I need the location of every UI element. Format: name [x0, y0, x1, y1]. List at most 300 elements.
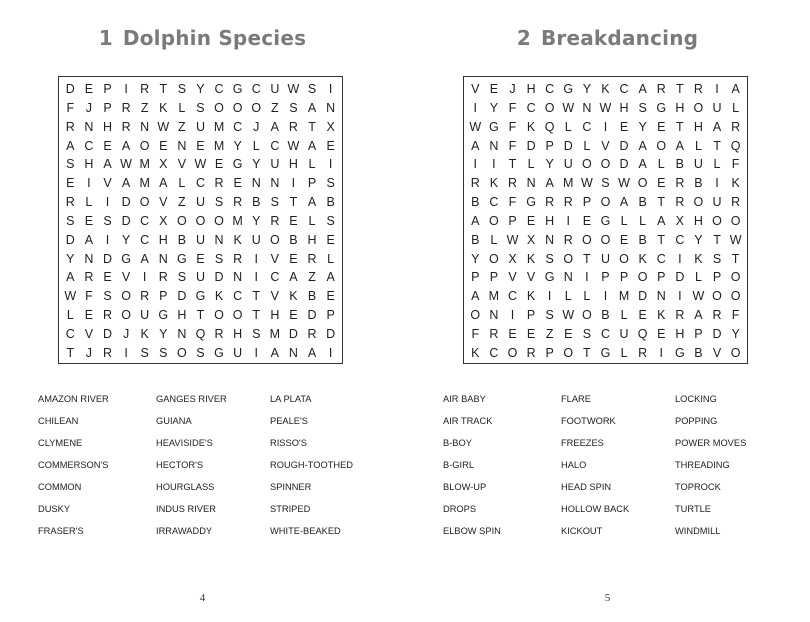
grid-cell[interactable]: Y [582, 82, 592, 96]
grid-cell[interactable]: I [291, 176, 296, 191]
grid-cell[interactable]: S [214, 195, 224, 210]
grid-cell[interactable]: X [159, 157, 168, 172]
grid-cell[interactable]: L [583, 138, 591, 153]
grid-cell[interactable]: P [159, 289, 168, 304]
grid-cell[interactable]: K [638, 251, 647, 266]
grid-cell[interactable]: B [307, 289, 317, 304]
grid-cell[interactable]: H [693, 213, 703, 228]
grid-cell[interactable]: L [252, 138, 260, 153]
grid-cell[interactable]: O [507, 345, 518, 360]
grid-cell[interactable]: F [731, 308, 740, 323]
grid-cell[interactable]: Z [271, 100, 279, 115]
grid-cell[interactable]: G [656, 100, 667, 115]
grid-cell[interactable]: P [526, 308, 536, 323]
grid-cell[interactable]: B [326, 195, 335, 210]
grid-cell[interactable]: R [121, 100, 131, 115]
grid-cell[interactable]: L [620, 345, 628, 360]
grid-cell[interactable]: A [619, 195, 629, 210]
grid-cell[interactable]: W [506, 232, 519, 247]
grid-cell[interactable]: G [158, 308, 169, 323]
grid-cell[interactable]: X [326, 119, 335, 134]
grid-cell[interactable]: Y [545, 157, 554, 172]
grid-cell[interactable]: D [65, 232, 75, 247]
grid-cell[interactable]: O [470, 308, 481, 323]
grid-cell[interactable]: E [657, 119, 666, 134]
grid-cell[interactable]: T [676, 82, 684, 96]
grid-cell[interactable]: F [508, 119, 517, 134]
grid-cell[interactable]: S [270, 195, 279, 210]
grid-cell[interactable]: D [563, 138, 573, 153]
grid-cell[interactable]: E [657, 176, 666, 191]
grid-cell[interactable]: Q [195, 326, 206, 341]
grid-cell[interactable]: T [583, 345, 591, 360]
grid-cell[interactable]: R [214, 176, 224, 191]
grid-cell[interactable]: O [121, 289, 131, 304]
grid-cell[interactable]: N [84, 251, 94, 266]
grid-cell[interactable]: U [195, 195, 205, 210]
grid-cell[interactable]: N [177, 138, 187, 153]
grid-cell[interactable]: C [65, 326, 75, 341]
grid-cell[interactable]: R [470, 176, 480, 191]
grid-cell[interactable]: I [328, 157, 333, 172]
grid-cell[interactable]: I [678, 289, 682, 304]
grid-cell[interactable]: L [620, 213, 628, 228]
grid-cell[interactable]: H [619, 100, 629, 115]
grid-cell[interactable]: E [326, 138, 335, 153]
grid-cell[interactable]: H [307, 232, 317, 247]
grid-cell[interactable]: R [675, 195, 685, 210]
grid-cell[interactable]: P [545, 138, 554, 153]
grid-cell[interactable]: O [214, 213, 224, 228]
grid-cell[interactable]: T [731, 251, 740, 266]
grid-cell[interactable]: B [471, 232, 480, 247]
grid-cell[interactable]: A [103, 157, 112, 172]
grid-cell[interactable]: P [326, 308, 335, 323]
grid-cell[interactable]: P [601, 270, 610, 285]
grid-cell[interactable]: C [195, 176, 205, 191]
grid-cell[interactable]: W [580, 176, 593, 191]
grid-cell[interactable]: W [599, 100, 612, 115]
grid-cell[interactable]: C [545, 82, 555, 96]
grid-cell[interactable]: Z [178, 119, 186, 134]
grid-cell[interactable]: Y [196, 82, 205, 96]
grid-cell[interactable]: E [289, 213, 298, 228]
grid-cell[interactable]: E [326, 232, 335, 247]
grid-cell[interactable]: K [657, 308, 666, 323]
grid-cell[interactable]: O [637, 176, 648, 191]
grid-cell[interactable]: M [213, 138, 225, 153]
grid-cell[interactable]: L [639, 213, 647, 228]
grid-cell[interactable]: Y [252, 157, 261, 172]
grid-cell[interactable]: R [307, 251, 317, 266]
grid-cell[interactable]: A [270, 345, 279, 360]
grid-cell[interactable]: A [159, 176, 168, 191]
grid-cell[interactable]: B [638, 195, 647, 210]
grid-cell[interactable]: T [159, 82, 168, 96]
grid-cell[interactable]: A [638, 157, 647, 172]
grid-cell[interactable]: O [600, 195, 611, 210]
grid-cell[interactable]: O [730, 289, 741, 304]
grid-cell[interactable]: N [326, 100, 336, 115]
grid-cell[interactable]: B [471, 195, 480, 210]
grid-cell[interactable]: D [65, 82, 75, 96]
grid-cell[interactable]: L [713, 157, 721, 172]
grid-cell[interactable]: D [675, 270, 685, 285]
grid-cell[interactable]: S [196, 345, 205, 360]
grid-cell[interactable]: M [213, 119, 225, 134]
grid-cell[interactable]: K [289, 289, 298, 304]
grid-cell[interactable]: P [712, 270, 722, 285]
grid-cell[interactable]: T [289, 195, 298, 210]
grid-cell[interactable]: E [508, 326, 517, 341]
grid-cell[interactable]: E [103, 270, 112, 285]
grid-cell[interactable]: N [84, 119, 94, 134]
grid-cell[interactable]: N [288, 345, 298, 360]
grid-cell[interactable]: K [731, 176, 740, 191]
grid-cell[interactable]: E [657, 326, 666, 341]
grid-cell[interactable]: S [214, 251, 224, 266]
grid-cell[interactable]: Y [159, 326, 168, 341]
grid-cell[interactable]: T [713, 232, 721, 247]
grid-cell[interactable]: V [712, 345, 722, 360]
grid-cell[interactable]: U [195, 270, 205, 285]
grid-cell[interactable]: L [564, 289, 572, 304]
grid-cell[interactable]: O [214, 100, 224, 115]
grid-cell[interactable]: V [270, 289, 279, 304]
grid-cell[interactable]: N [158, 251, 168, 266]
grid-cell[interactable]: W [64, 289, 77, 304]
grid-cell[interactable]: N [214, 232, 224, 247]
grid-cell[interactable]: M [563, 176, 574, 191]
grid-cell[interactable]: D [712, 326, 722, 341]
grid-cell[interactable]: C [140, 232, 150, 247]
grid-cell[interactable]: C [251, 82, 261, 96]
grid-cell[interactable]: H [675, 326, 685, 341]
grid-cell[interactable]: A [675, 138, 684, 153]
grid-cell[interactable]: N [582, 100, 592, 115]
grid-cell[interactable]: E [489, 82, 499, 96]
grid-cell[interactable]: A [471, 213, 480, 228]
grid-cell[interactable]: D [102, 326, 112, 341]
grid-cell[interactable]: B [694, 345, 703, 360]
grid-cell[interactable]: O [581, 157, 592, 172]
grid-cell[interactable]: L [694, 138, 702, 153]
grid-cell[interactable]: U [251, 232, 261, 247]
grid-cell[interactable]: O [619, 251, 629, 266]
grid-cell[interactable]: P [582, 195, 592, 210]
grid-cell[interactable]: N [656, 289, 666, 304]
grid-cell[interactable]: O [563, 345, 574, 360]
grid-cell[interactable]: B [675, 157, 684, 172]
grid-cell[interactable]: G [526, 195, 536, 210]
grid-cell[interactable]: O [251, 100, 262, 115]
grid-cell[interactable]: S [252, 326, 261, 341]
grid-cell[interactable]: Z [308, 270, 316, 285]
grid-cell[interactable]: E [638, 308, 647, 323]
grid-cell[interactable]: K [526, 289, 536, 304]
grid-cell[interactable]: O [176, 345, 187, 360]
grid-cell[interactable]: G [600, 213, 611, 228]
grid-cell[interactable]: I [473, 157, 478, 172]
grid-cell[interactable]: L [66, 308, 74, 323]
grid-cell[interactable]: L [732, 100, 740, 115]
grid-cell[interactable]: E [233, 176, 242, 191]
grid-cell[interactable]: E [526, 326, 536, 341]
grid-cell[interactable]: J [253, 119, 260, 134]
grid-cell[interactable]: S [712, 251, 722, 266]
grid-cell[interactable]: M [269, 326, 281, 341]
grid-cell[interactable]: O [214, 308, 224, 323]
grid-cell[interactable]: G [214, 345, 224, 360]
grid-cell[interactable]: M [618, 289, 630, 304]
grid-cell[interactable]: R [712, 308, 722, 323]
grid-cell[interactable]: W [157, 119, 170, 134]
grid-cell[interactable]: P [694, 326, 703, 341]
grid-cell[interactable]: K [214, 289, 224, 304]
grid-cell[interactable]: D [288, 326, 298, 341]
grid-cell[interactable]: U [270, 157, 280, 172]
grid-cell[interactable]: W [729, 232, 742, 247]
grid-cell[interactable]: N [177, 326, 187, 341]
grid-cell[interactable]: R [563, 195, 573, 210]
grid-cell[interactable]: R [675, 308, 685, 323]
grid-cell[interactable]: Y [252, 213, 261, 228]
grid-cell[interactable]: U [712, 100, 722, 115]
grid-cell[interactable]: G [544, 270, 555, 285]
grid-cell[interactable]: O [232, 308, 243, 323]
grid-cell[interactable]: X [159, 213, 168, 228]
grid-cell[interactable]: L [308, 157, 316, 172]
grid-cell[interactable]: R [233, 195, 243, 210]
grid-cell[interactable]: R [288, 119, 298, 134]
grid-cell[interactable]: O [269, 232, 280, 247]
grid-cell[interactable]: I [473, 100, 478, 115]
grid-cell[interactable]: O [176, 213, 187, 228]
grid-cell[interactable]: B [289, 232, 298, 247]
grid-cell[interactable]: V [159, 195, 168, 210]
grid-cell[interactable]: I [678, 251, 682, 266]
grid-cell[interactable]: N [251, 176, 261, 191]
grid-cell[interactable]: N [140, 119, 150, 134]
grid-cell[interactable]: J [509, 82, 516, 96]
grid-cell[interactable]: M [139, 157, 150, 172]
grid-cell[interactable]: H [102, 119, 112, 134]
grid-cell[interactable]: S [177, 82, 187, 96]
grid-cell[interactable]: N [233, 270, 243, 285]
grid-cell[interactable]: S [159, 345, 168, 360]
grid-cell[interactable]: D [638, 289, 648, 304]
grid-cell[interactable]: A [66, 138, 75, 153]
grid-cell[interactable]: H [675, 100, 685, 115]
grid-cell[interactable]: C [233, 119, 243, 134]
grid-cell[interactable]: V [526, 270, 536, 285]
grid-cell[interactable]: U [600, 251, 610, 266]
grid-cell[interactable]: D [121, 195, 131, 210]
grid-cell[interactable]: A [712, 119, 722, 134]
grid-cell[interactable]: I [659, 345, 663, 360]
grid-cell[interactable]: K [140, 326, 149, 341]
grid-cell[interactable]: F [508, 138, 517, 153]
grid-cell[interactable]: S [140, 345, 149, 360]
grid-cell[interactable]: D [121, 213, 131, 228]
grid-cell[interactable]: A [471, 138, 480, 153]
grid-cell[interactable]: E [214, 157, 224, 172]
grid-cell[interactable]: N [489, 138, 499, 153]
grid-cell[interactable]: K [159, 100, 168, 115]
grid-cell[interactable]: L [620, 308, 628, 323]
grid-cell[interactable]: P [619, 270, 629, 285]
grid-cell[interactable]: U [563, 157, 573, 172]
grid-cell[interactable]: E [84, 308, 94, 323]
grid-cell[interactable]: E [619, 232, 629, 247]
grid-cell[interactable]: A [638, 82, 647, 96]
grid-cell[interactable]: A [694, 308, 703, 323]
grid-cell[interactable]: S [638, 100, 647, 115]
grid-cell[interactable]: J [85, 100, 93, 115]
grid-cell[interactable]: U [195, 232, 205, 247]
grid-cell[interactable]: U [233, 345, 243, 360]
grid-cell[interactable]: S [545, 251, 554, 266]
grid-cell[interactable]: H [288, 157, 298, 172]
grid-cell[interactable]: E [289, 251, 298, 266]
grid-cell[interactable]: T [308, 119, 316, 134]
grid-cell[interactable]: R [638, 345, 648, 360]
grid-cell[interactable]: U [693, 157, 703, 172]
grid-cell[interactable]: P [545, 345, 554, 360]
grid-cell[interactable]: W [562, 100, 575, 115]
grid-cell[interactable]: J [122, 326, 130, 341]
grid-cell[interactable]: S [103, 289, 112, 304]
grid-cell[interactable]: O [730, 213, 741, 228]
grid-cell[interactable]: P [489, 270, 499, 285]
grid-cell[interactable]: E [564, 326, 573, 341]
grid-cell[interactable]: Z [140, 100, 149, 115]
grid-cell[interactable]: M [139, 176, 150, 191]
grid-cell[interactable]: U [270, 82, 280, 96]
grid-cell[interactable]: R [65, 195, 75, 210]
grid-cell[interactable]: M [232, 213, 243, 228]
grid-cell[interactable]: E [103, 138, 112, 153]
grid-cell[interactable]: C [582, 119, 592, 134]
grid-cell[interactable]: C [270, 270, 280, 285]
grid-cell[interactable]: E [582, 213, 592, 228]
grid-cell[interactable]: K [526, 119, 536, 134]
grid-cell[interactable]: T [657, 232, 666, 247]
grid-cell[interactable]: S [66, 213, 75, 228]
grid-cell[interactable]: I [124, 82, 128, 96]
grid-cell[interactable]: I [105, 195, 110, 210]
grid-cell[interactable]: A [307, 100, 317, 115]
grid-cell[interactable]: O [712, 289, 722, 304]
grid-cell[interactable]: N [526, 176, 536, 191]
grid-cell[interactable]: B [694, 176, 703, 191]
grid-cell[interactable]: L [327, 251, 335, 266]
grid-cell[interactable]: C [675, 232, 685, 247]
grid-cell[interactable]: I [142, 270, 147, 285]
grid-cell[interactable]: C [526, 100, 536, 115]
grid-cell[interactable]: D [619, 157, 629, 172]
grid-cell[interactable]: G [563, 82, 574, 96]
grid-cell[interactable]: I [603, 119, 608, 134]
grid-cell[interactable]: W [194, 157, 207, 172]
grid-cell[interactable]: O [232, 100, 243, 115]
grid-cell[interactable]: H [545, 213, 555, 228]
grid-cell[interactable]: S [582, 326, 592, 341]
grid-cell[interactable]: A [121, 138, 131, 153]
grid-cell[interactable]: I [254, 345, 258, 360]
grid-cell[interactable]: R [307, 326, 317, 341]
grid-cell[interactable]: R [507, 176, 517, 191]
grid-cell[interactable]: E [196, 138, 205, 153]
grid-cell[interactable]: S [103, 213, 112, 228]
grid-cell[interactable]: T [583, 251, 591, 266]
grid-cell[interactable]: Y [638, 119, 647, 134]
grid-cell[interactable]: R [731, 195, 741, 210]
grid-cell[interactable]: A [307, 195, 317, 210]
grid-cell[interactable]: C [214, 82, 224, 96]
grid-cell[interactable]: H [270, 308, 280, 323]
grid-cell[interactable]: L [490, 232, 498, 247]
grid-cell[interactable]: H [526, 82, 536, 96]
grid-cell[interactable]: I [510, 308, 515, 323]
grid-cell[interactable]: O [195, 213, 206, 228]
grid-cell[interactable]: R [270, 213, 280, 228]
grid-cell[interactable]: W [120, 157, 132, 172]
grid-cell[interactable]: V [177, 157, 187, 172]
grid-cell[interactable]: R [693, 82, 703, 96]
grid-cell[interactable]: O [656, 138, 667, 153]
grid-cell[interactable]: T [252, 308, 261, 323]
grid-cell[interactable]: L [308, 213, 316, 228]
grid-cell[interactable]: G [176, 251, 187, 266]
grid-cell[interactable]: I [124, 345, 128, 360]
grid-cell[interactable]: W [618, 176, 630, 191]
grid-cell[interactable]: Y [66, 251, 75, 266]
grid-cell[interactable]: F [85, 289, 93, 304]
grid-cell[interactable]: V [508, 270, 517, 285]
grid-cell[interactable]: D [102, 251, 112, 266]
grid-cell[interactable]: G [232, 157, 243, 172]
grid-cell[interactable]: E [84, 213, 94, 228]
grid-cell[interactable]: L [583, 289, 591, 304]
grid-cell[interactable]: Q [637, 326, 648, 341]
grid-cell[interactable]: K [489, 176, 499, 191]
grid-cell[interactable]: G [195, 289, 206, 304]
grid-cell[interactable]: U [195, 119, 205, 134]
grid-cell[interactable]: Y [489, 100, 499, 115]
grid-cell[interactable]: O [730, 270, 741, 285]
grid-cell[interactable]: X [526, 232, 536, 247]
grid-cell[interactable]: F [508, 100, 517, 115]
grid-cell[interactable]: O [730, 345, 741, 360]
grid-cell[interactable]: U [712, 195, 722, 210]
grid-cell[interactable]: E [289, 308, 298, 323]
grid-cell[interactable]: R [158, 270, 168, 285]
grid-cell[interactable]: O [139, 195, 150, 210]
grid-cell[interactable]: L [657, 157, 665, 172]
grid-cell[interactable]: I [547, 289, 552, 304]
grid-cell[interactable]: C [233, 289, 243, 304]
grid-cell[interactable]: N [563, 270, 573, 285]
grid-cell[interactable]: R [121, 119, 131, 134]
grid-cell[interactable]: R [656, 82, 666, 96]
grid-cell[interactable]: G [489, 119, 499, 134]
grid-cell[interactable]: Q [730, 138, 741, 153]
grid-cell[interactable]: E [526, 213, 536, 228]
grid-cell[interactable]: D [619, 138, 629, 153]
grid-cell[interactable]: A [638, 138, 647, 153]
grid-cell[interactable]: P [471, 270, 480, 285]
